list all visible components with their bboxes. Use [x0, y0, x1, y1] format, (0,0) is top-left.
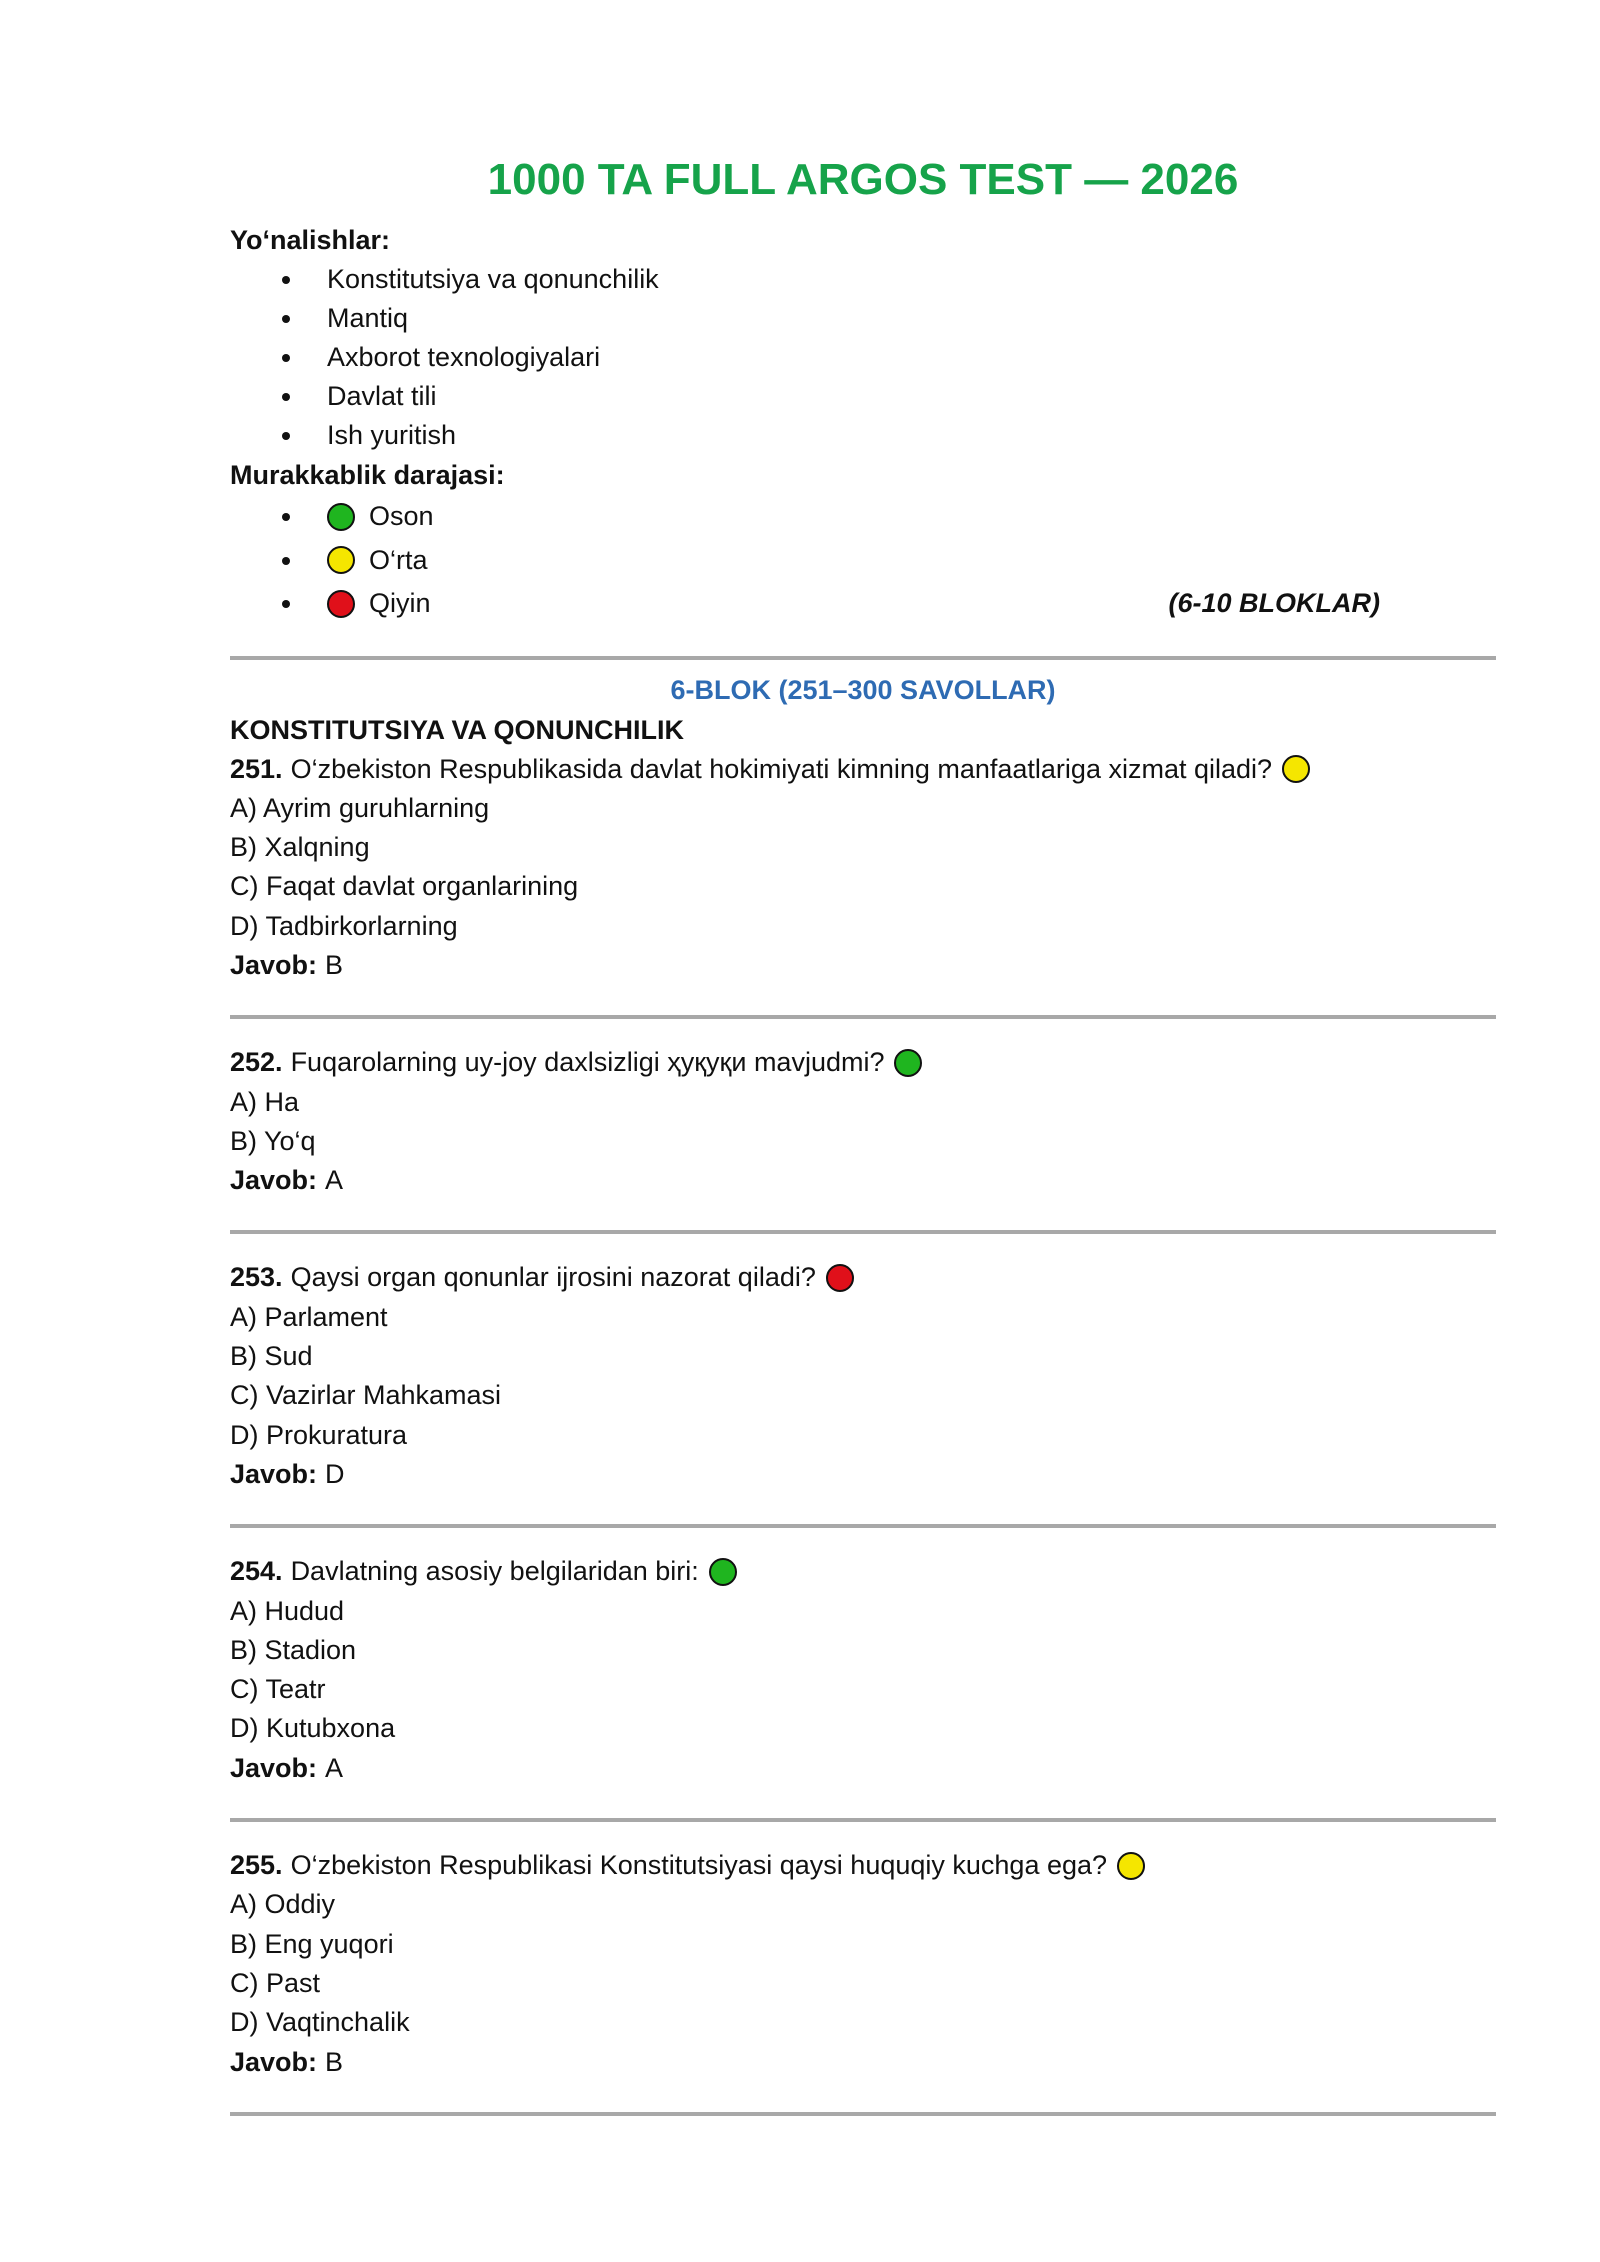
- direction-item: Konstitutsiya va qonunchilik: [230, 260, 1496, 299]
- answer-option: B) Stadion: [230, 1634, 357, 1665]
- divider: [230, 656, 1496, 660]
- answer-value: A: [325, 1165, 344, 1196]
- answer-option: C) Past: [230, 1967, 321, 1998]
- divider: [230, 1230, 1496, 1234]
- answer-option: D) Tadbirkorlarning: [230, 910, 458, 941]
- question-block: [230, 1552, 1496, 1788]
- questions-list: [230, 750, 1496, 2116]
- yellow-circle-icon: [327, 546, 355, 574]
- answer-line: [230, 1161, 1496, 1200]
- divider: [230, 2112, 1496, 2116]
- divider: [230, 1524, 1496, 1528]
- answer-value: A: [325, 1752, 344, 1783]
- question-text: O‘zbekiston Respublikasida davlat hokimiyati kimning manfaatlariga xizmat qiladi?: [290, 753, 1273, 784]
- question-line: [230, 1552, 1496, 1591]
- direction-item: Davlat tili: [230, 377, 1496, 416]
- blocks-note: (6-10 BLOKLAR): [1168, 588, 1380, 618]
- answer-line: [230, 946, 1496, 985]
- difficulty-label: Murakkablik darajasi:: [230, 460, 505, 490]
- answer-label: Javob:: [230, 949, 318, 980]
- difficulty-item-label: O‘rta: [369, 544, 428, 575]
- green-circle-icon: [327, 503, 355, 531]
- answer-option: A) Parlament: [230, 1301, 388, 1332]
- question-text: Fuqarolarning uy-joy daxlsizligi ҳуқуқи mavjudmi?: [290, 1047, 885, 1078]
- answer-value: B: [325, 2046, 344, 2077]
- block-title: 6-BLOK (251–300 SAVOLLAR): [670, 674, 1056, 705]
- answer-option: A) Ha: [230, 1086, 300, 1117]
- answer-option: C) Faqat davlat organlarining: [230, 871, 579, 902]
- document-page: [230, 150, 1496, 2140]
- answer-option: C) Teatr: [230, 1674, 326, 1705]
- answer-option: B) Eng yuqori: [230, 1928, 394, 1959]
- divider: [230, 1818, 1496, 1822]
- answer-option: A) Hudud: [230, 1595, 345, 1626]
- difficulty-circle-icon: [709, 1558, 737, 1586]
- answer-line: [230, 1455, 1496, 1494]
- question-block: [230, 750, 1496, 986]
- difficulty-item: [230, 582, 1496, 626]
- answer-value: B: [325, 949, 344, 980]
- answer-label: Javob:: [230, 1752, 318, 1783]
- question-block: [230, 1258, 1496, 1494]
- question-number: 251.: [230, 753, 283, 784]
- answer-option: D) Prokuratura: [230, 1419, 408, 1450]
- question-line: [230, 1258, 1496, 1297]
- answer-line: [230, 1749, 1496, 1788]
- question-text: Davlatning asosiy belgilaridan biri:: [290, 1556, 699, 1587]
- difficulty-circle-icon: [894, 1049, 922, 1077]
- difficulty-circle-icon: [826, 1264, 854, 1292]
- difficulty-item-label: Qiyin: [369, 588, 431, 618]
- answer-option: B) Sud: [230, 1341, 313, 1372]
- answer-option: A) Ayrim guruhlarning: [230, 792, 490, 823]
- section-title: KONSTITUTSIYA VA QONUNCHILIK: [230, 714, 685, 745]
- direction-item: Ish yuritish: [230, 416, 1496, 455]
- directions-label: Yo‘nalishlar:: [230, 225, 391, 255]
- answer-option: D) Kutubxona: [230, 1713, 396, 1744]
- difficulty-item-label: Oson: [369, 501, 434, 531]
- difficulty-item: [230, 495, 1496, 539]
- answer-label: Javob:: [230, 1458, 318, 1489]
- answer-value: D: [325, 1458, 345, 1489]
- direction-item: Axborot texnologiyalari: [230, 338, 1496, 377]
- question-number: 252.: [230, 1047, 283, 1078]
- question-block: [230, 1043, 1496, 1200]
- question-line: [230, 1043, 1496, 1082]
- answer-label: Javob:: [230, 2046, 318, 2077]
- question-block: [230, 1846, 1496, 2082]
- difficulty-circle-icon: [1282, 755, 1310, 783]
- answer-option: A) Oddiy: [230, 1889, 336, 1920]
- answer-option: B) Yo‘q: [230, 1125, 316, 1156]
- answer-option: D) Vaqtinchalik: [230, 2007, 410, 2038]
- question-number: 255.: [230, 1850, 283, 1881]
- page-title: 1000 TA FULL ARGOS TEST — 2026: [487, 155, 1239, 204]
- directions-list: [230, 260, 1496, 455]
- question-text: Qaysi organ qonunlar ijrosini nazorat qiladi?: [290, 1262, 816, 1293]
- question-number: 253.: [230, 1262, 283, 1293]
- question-number: 254.: [230, 1556, 283, 1587]
- question-line: [230, 1846, 1496, 1885]
- answer-option: B) Xalqning: [230, 832, 370, 863]
- answer-option: C) Vazirlar Mahkamasi: [230, 1380, 502, 1411]
- difficulty-item: [230, 539, 1496, 583]
- divider: [230, 1015, 1496, 1019]
- red-circle-icon: [327, 590, 355, 618]
- question-text: O‘zbekiston Respublikasi Konstitutsiyasi qaysi huquqiy kuchga ega?: [290, 1850, 1108, 1881]
- question-line: [230, 750, 1496, 789]
- answer-label: Javob:: [230, 1165, 318, 1196]
- direction-item: Mantiq: [230, 299, 1496, 338]
- difficulty-list: [230, 495, 1496, 626]
- difficulty-circle-icon: [1117, 1852, 1145, 1880]
- answer-line: [230, 2043, 1496, 2082]
